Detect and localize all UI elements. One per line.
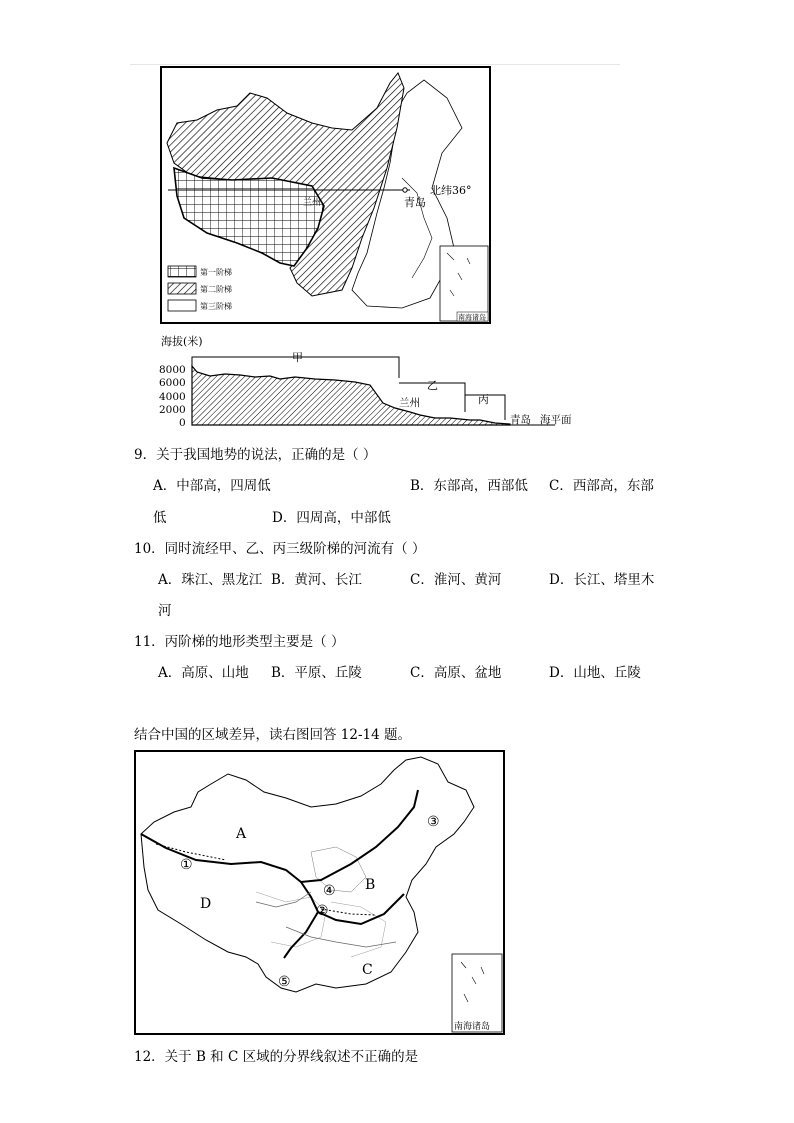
q11-option-d[interactable]: D．山地、丘陵 — [549, 665, 641, 681]
legend-step2-swatch — [168, 283, 196, 294]
q9-option-c-cont: 低 — [153, 510, 167, 526]
q10-option-a[interactable]: A．珠江、黑龙江 — [158, 572, 263, 588]
marker-1: ① — [180, 857, 193, 873]
step-bing: 丙 — [478, 393, 489, 406]
region-d: D — [200, 896, 212, 912]
q9-option-c[interactable]: C．西部高，东部 — [549, 478, 654, 494]
q9-option-b[interactable]: B．东部高，西部低 — [410, 478, 528, 494]
south-sea-inset — [440, 246, 488, 321]
q9-option-d[interactable]: D．四周高，中部低 — [272, 510, 391, 526]
q10-option-d[interactable]: D．长江、塔里木 — [549, 572, 655, 588]
legend-step1: 第一阶梯 — [200, 268, 232, 277]
q11-stem: 11．丙阶梯的地形类型主要是（ ） — [134, 634, 345, 650]
region-b: B — [365, 877, 376, 893]
lat-label: 北纬36° — [430, 184, 472, 197]
lanzhou-label: 兰州 — [303, 198, 322, 208]
legend-step2: 第二阶梯 — [200, 285, 232, 294]
tick-0: 0 — [179, 417, 186, 429]
regions-map-svg — [136, 752, 503, 1033]
q11-option-a[interactable]: A．高原、山地 — [158, 665, 249, 681]
profile-sea-level: 海平面 — [540, 414, 572, 426]
top-rule — [130, 64, 620, 65]
legend-step3-swatch — [168, 300, 196, 311]
step-jia: 甲 — [292, 351, 303, 364]
profile-ylabel: 海拔(米) — [161, 335, 203, 348]
q10-option-b[interactable]: B．黄河、长江 — [271, 572, 362, 588]
legend-step1-swatch — [168, 266, 196, 277]
q12-stem: 12．关于 B 和 C 区域的分界线叙述不正确的是 — [134, 1049, 419, 1065]
inset-label-1: 南海诸岛 — [458, 313, 486, 322]
region-a: A — [236, 826, 247, 842]
china-outline — [141, 757, 474, 992]
q10-option-c[interactable]: C．淮河、黄河 — [410, 572, 502, 588]
tick-6000: 6000 — [159, 377, 186, 389]
q10-option-d-cont: 河 — [158, 603, 172, 619]
q9-option-a[interactable]: A．中部高，四周低 — [153, 478, 271, 494]
tick-8000: 8000 — [159, 364, 186, 376]
terrain-map-svg — [162, 68, 489, 322]
q9-stem: 9．关于我国地势的说法，正确的是（ ） — [134, 447, 377, 463]
marker-4: ④ — [323, 883, 336, 899]
inset-label-2: 南海诸岛 — [454, 1022, 491, 1032]
terrain-steps-map — [160, 66, 491, 324]
profile-svg — [155, 330, 595, 430]
marker-2: ② — [316, 903, 329, 919]
tick-2000: 2000 — [159, 404, 186, 416]
tick-4000: 4000 — [159, 391, 186, 403]
profile-qingdao: 青岛 — [510, 414, 531, 426]
marker-3: ③ — [427, 814, 440, 830]
profile-lanzhou: 兰州 — [399, 397, 420, 409]
elevation-profile — [155, 330, 595, 430]
q11-option-b[interactable]: B．平原、丘陵 — [271, 665, 362, 681]
step-yi: 乙 — [427, 379, 438, 392]
marker-5: ⑤ — [278, 974, 291, 990]
q10-stem: 10．同时流经甲、乙、丙三级阶梯的河流有（ ） — [134, 541, 426, 557]
qingdao-label: 青岛 — [404, 196, 426, 209]
q11-option-c[interactable]: C．高原、盆地 — [410, 665, 502, 681]
regions-map — [134, 750, 505, 1035]
terrain-profile — [192, 366, 510, 425]
legend-step3: 第三阶梯 — [200, 302, 232, 311]
south-sea-inset-2 — [452, 954, 502, 1032]
region-c: C — [362, 962, 373, 978]
section-intro: 结合中国的区域差异，读右图回答 12-14 题。 — [134, 727, 411, 743]
